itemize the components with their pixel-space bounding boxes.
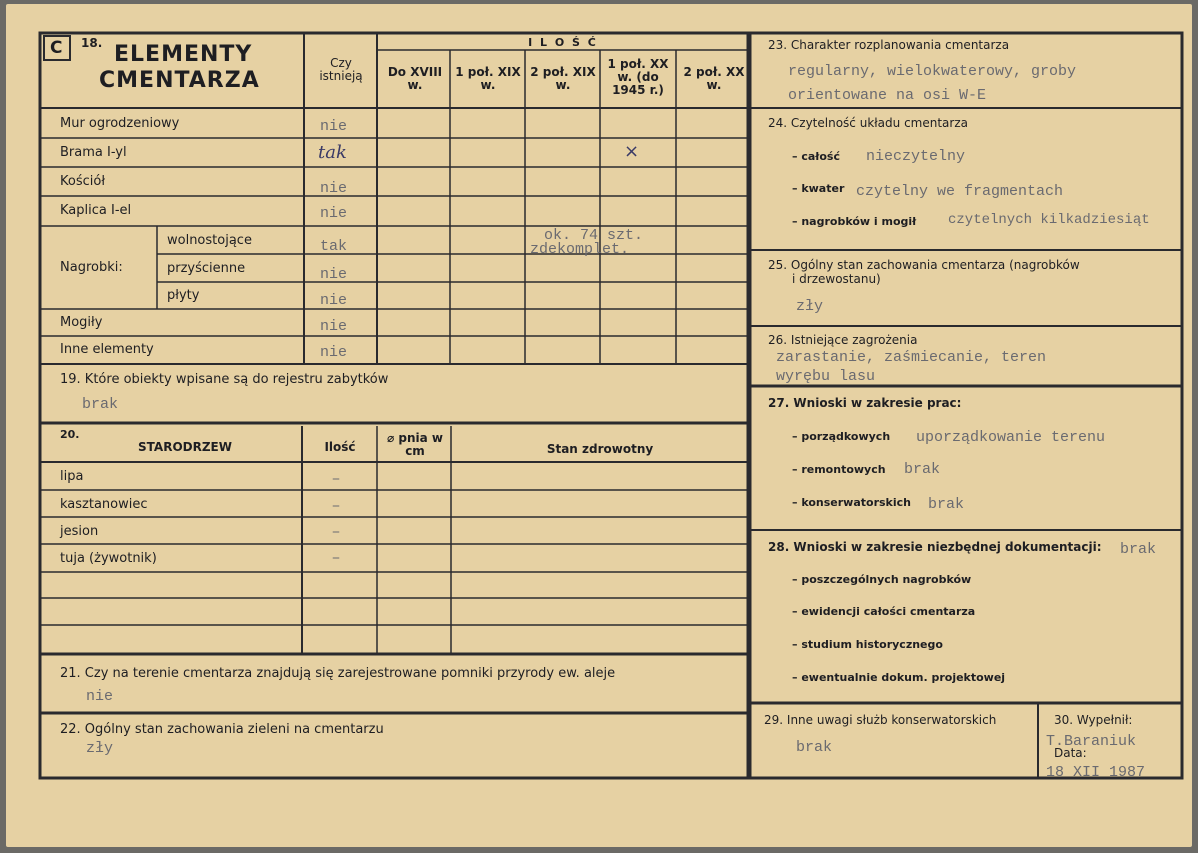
tree-qty-tuja: –: [331, 550, 341, 567]
doc-item-studium: – studium historycznego: [792, 638, 943, 651]
tree-name-jesion: jesion: [60, 524, 99, 539]
exists-mogily: nie: [320, 318, 348, 335]
section18-number: 18.: [81, 36, 103, 50]
nagrobki-mogil-value: czytelnych kilkadziesiąt: [948, 212, 1150, 228]
section25-label-line2: i drzewostanu): [792, 272, 881, 286]
section27-label: 27. Wnioski w zakresie prac:: [768, 396, 962, 410]
row-label-mogily: Mogiły: [60, 315, 103, 330]
section25-label-line1: 25. Ogólny stan zachowania cmentarza (nagrobków: [768, 258, 1080, 272]
porzadkowych-label: – porządkowych: [792, 430, 891, 443]
section26-value-line2: wyrębu lasu: [776, 368, 876, 385]
nagrobki-note-2: zdekomplet.: [530, 241, 630, 258]
section29-label: 29. Inne uwagi służb konserwatorskich: [764, 713, 997, 727]
section30-label: 30. Wypełnił:: [1054, 713, 1133, 727]
row-label-inne: Inne elementy: [60, 342, 154, 357]
date-label: Data:: [1054, 746, 1087, 760]
tree-name-tuja: tuja (żywotnik): [60, 551, 157, 566]
row-label-brama: Brama I-yl: [60, 145, 127, 160]
section20-number: 20.: [60, 428, 80, 441]
section23-value-line1: regularny, wielokwaterowy, groby: [788, 63, 1077, 80]
section18-title-line2: CMENTARZA: [99, 68, 260, 93]
col-qty-header: Ilość: [324, 440, 356, 454]
porzadkowych-value: uporządkowanie terenu: [916, 429, 1106, 446]
exists-brama: tak: [318, 142, 347, 163]
tree-name-lipa: lipa: [60, 469, 84, 484]
section21-value: nie: [86, 688, 114, 705]
section20-title: STARODRZEW: [138, 440, 232, 454]
section-letter: C: [50, 38, 63, 58]
tree-name-kasztanowiec: kasztanowiec: [60, 497, 148, 512]
doc-item-ewidencji: – ewidencji całości cmentarza: [792, 605, 976, 618]
section28-value: brak: [1120, 541, 1157, 558]
tree-qty-jesion: –: [331, 524, 341, 541]
exists-mur: nie: [320, 118, 348, 135]
exists-kaplica: nie: [320, 205, 348, 222]
tree-qty-lipa: –: [331, 471, 341, 488]
brama-mark: ×: [624, 141, 640, 162]
row-label-kaplica: Kaplica I-el: [60, 203, 132, 218]
exists-inne: nie: [320, 344, 348, 361]
section18-title-line1: ELEMENTY: [114, 42, 253, 67]
nagrobki-note-1: ok. 74 szt.: [544, 227, 644, 244]
kwater-value: czytelny we fragmentach: [856, 183, 1064, 200]
section25-value: zły: [796, 298, 824, 315]
filled-by-name: T.Baraniuk: [1046, 733, 1137, 750]
col-header-1pol-xix: 1 poł. XIX w.: [455, 65, 521, 92]
calosc-value: nieczytelny: [866, 148, 966, 165]
doc-item-nagrobkow: – poszczególnych nagrobków: [792, 573, 972, 586]
section22-value: zły: [86, 740, 114, 757]
exists-plyty: nie: [320, 292, 348, 309]
col-header-xviii: Do XVIII w.: [387, 65, 443, 92]
section22-label: 22. Ogólny stan zachowania zieleni na cmentarzu: [60, 722, 384, 737]
col-header-1pol-xx: 1 poł. XX w. (do 1945 r.): [607, 57, 669, 97]
section24-label: 24. Czytelność układu cmentarza: [768, 116, 968, 130]
section19-label: 19. Które obiekty wpisane są do rejestru zabytków: [60, 372, 389, 387]
row-label-mur: Mur ogrodzeniowy: [60, 116, 180, 131]
konserwatorskich-label: – konserwatorskich: [792, 496, 911, 509]
remontowych-label: – remontowych: [792, 463, 886, 476]
row-label-przyscienne: przyścienne: [167, 261, 246, 276]
section28-label: 28. Wnioski w zakresie niezbędnej dokumentacji:: [768, 540, 1102, 554]
section23-value-line2: orientowane na osi W-E: [788, 87, 987, 104]
col-diam-header: ⌀ pnia w cm: [386, 431, 443, 458]
tree-qty-kasztanowiec: –: [331, 498, 341, 515]
nagrobki-label: Nagrobki:: [60, 260, 123, 275]
section19-value: brak: [82, 396, 119, 413]
section29-value: brak: [796, 739, 833, 756]
nagrobki-mogil-label: – nagrobków i mogił: [792, 215, 917, 228]
section21-label: 21. Czy na terenie cmentarza znajdują się zarejestrowane pomniki przyrody ew. aleje: [60, 666, 616, 681]
section26-value-line1: zarastanie, zaśmiecanie, teren: [776, 349, 1047, 366]
row-label-wolnostojace: wolnostojące: [167, 233, 252, 248]
row-label-kosciol: Kościół: [60, 174, 106, 189]
konserwatorskich-value: brak: [928, 496, 965, 513]
calosc-label: – całość: [792, 150, 840, 163]
exists-wolnostojace: tak: [320, 238, 348, 255]
date-value: 18 XII 1987: [1046, 764, 1146, 781]
doc-item-projektowej: – ewentualnie dokum. projektowej: [792, 671, 1006, 684]
col-exists-header: Czy istnieją: [319, 56, 363, 83]
exists-kosciol: nie: [320, 180, 348, 197]
ilosc-header: I L O Ś Ć: [528, 36, 598, 49]
col-header-2pol-xx: 2 poł. XX w.: [683, 65, 745, 92]
remontowych-value: brak: [904, 461, 941, 478]
section26-label: 26. Istniejące zagrożenia: [768, 333, 918, 347]
row-label-plyty: płyty: [167, 288, 200, 303]
kwater-label: – kwater: [792, 182, 845, 195]
col-header-2pol-xix: 2 poł. XIX w.: [530, 65, 596, 92]
section23-label: 23. Charakter rozplanowania cmentarza: [768, 38, 1010, 52]
exists-przyscienne: nie: [320, 266, 348, 283]
col-health-header: Stan zdrowotny: [546, 442, 654, 456]
